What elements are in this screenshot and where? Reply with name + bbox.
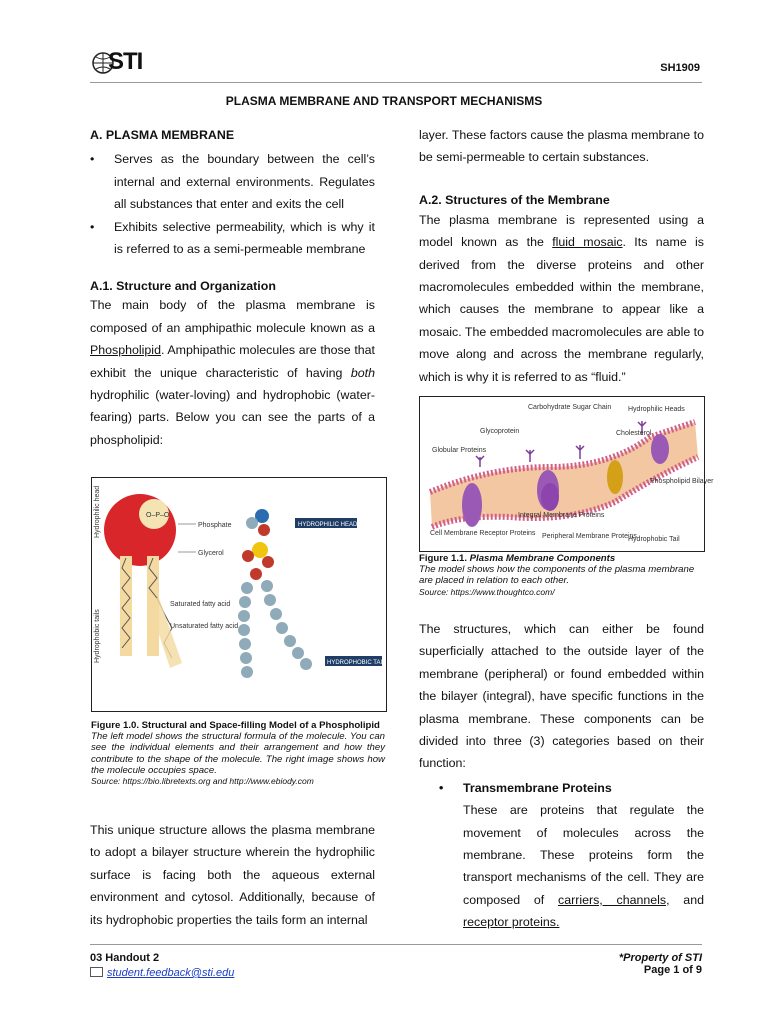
label-saturated: Saturated fatty acid [170,601,231,608]
paragraph-a1: The main body of the plasma membrane is composed of an amphipathic molecule known as a Phospholipid. Amphipathic molecules are those that exhibit the unique characteristic of having both hydrophilic (water-loving) and hydrophobic (water-fearing) parts. Below you can see the parts of a phospholipid: [90,298,375,447]
page-number: Page 1 of 9 [643,964,702,976]
label-hydrophobic-tails: Hydrophobic tails [94,609,101,663]
figure-1-0-source: Source: https://bio.libretexts.org and http://www.ebiody.com [91,776,314,787]
label-hydrophilic-head: Hydrophilic head [94,485,101,538]
membrane-diagram [420,397,714,551]
property-label: *Property of STI [618,952,702,964]
right-column-bottom [419,618,704,934]
bullet-item: • Serves as the boundary between the cell’s internal and external environments. Regulates all substances that enter and exits the cell [90,148,375,215]
label-hydrophobic-tail: Hydrophobic Tail [628,536,680,543]
section-heading-a2: A.2. Structures of the Membrane [419,192,610,207]
space-filling-model [238,509,312,678]
paragraph-structures: The structures, which can either be found superficially attached to the outside layer of the membrane (peripheral) or found embedded within the bilayer (integral), have specific functions in the plasma membrane. These components can be divided into three (3) categories based on their function: [419,622,704,771]
left-bottom-paragraph: This unique structure allows the plasma membrane to adopt a bilayer structure wherein the hydrophilic surface is facing both the aqueous external environment and cytosol. Additionally, because of its hydrophobic properties the tails form an internal [90,823,375,927]
label-globular-proteins: Globular Proteins [432,447,487,454]
footer-email [90,966,234,979]
label-hydrophilic-head-box: HYDROPHILIC HEAD [298,522,358,528]
handout-label: 03 Handout 2 [90,952,160,964]
label-phospholipid-bilayer: Phospholipid Bilayer [650,478,714,485]
left-column [90,124,375,451]
section-heading-a: A. PLASMA MEMBRANE [90,128,235,142]
figure-1-1-caption: Figure 1.1. Plasma Membrane Components The model shows how the components of the plasma membrane are placed in relation to each other. Source: https://www.thoughtco.com/ [419,553,709,598]
figure-1-1-source: Source: https://www.thoughtco.com/ [419,586,555,597]
label-hydrophobic-tail-box: HYDROPHOBIC TAIL [327,660,386,666]
footer-right [619,952,702,976]
label-receptor-proteins: Cell Membrane Receptor Proteins [430,530,536,537]
figure-phospholipid [91,477,387,712]
section-heading-a1: A.1. Structure and Organization [90,279,276,294]
label-cholesterol: Cholesterol [616,430,652,437]
footer-rule [90,944,702,945]
label-glycerol: Glycerol [198,550,224,557]
logo-text: STI [108,48,143,75]
figure-membrane [419,396,714,552]
phospholipid-diagram [92,478,386,711]
paragraph-transmembrane: These are proteins that regulate the movement of molecules across the membrane. These proteins form the transport mechanisms of the cell. They are composed of carriers, channels, and receptor proteins. [463,803,704,930]
label-phosphate: Phosphate [198,522,232,529]
label-unsaturated: Unsaturated fatty acid [170,623,239,630]
label-hydrophilic-heads: Hydrophilic Heads [628,406,685,413]
svg-text:O–P–O: O–P–O [146,512,170,519]
label-integral-proteins: Integral Membrane Proteins [518,512,605,519]
page-title: PLASMA MEMBRANE AND TRANSPORT MECHANISMS [225,94,543,108]
bullet-item: • Exhibits selective permeability, which is why it is referred to as a semi-permeable membrane [90,216,375,261]
sti-logo [92,48,152,78]
right-column-top [419,124,704,388]
paragraph-a2: The plasma membrane is represented using a model known as the fluid mosaic. Its name is derived from the diverse proteins and other macromolecules embedded within the membrane, which causes the membrane to appear like a mosaic. The embedded macromolecules are able to move along and across the membrane regularly, which is why it is referred to as “fluid.” [419,212,704,384]
label-peripheral-proteins: Peripheral Membrane Proteins [542,533,637,540]
email-link[interactable]: student.feedback@sti.edu [107,967,235,979]
figure-1-0-caption: Figure 1.0. Structural and Space-filling Model of a Phospholipid The left model shows the structural formula of the molecule. You can see the individual elements and their arrangement and how they contribute to the shape of the molecule. The right image shows how the molecule occupies space. Source: https://bio.libretexts.org and http://www.ebiody.com [91,720,385,787]
mail-icon [90,967,103,977]
term-fluid-mosaic: fluid mosaic [552,235,623,250]
doc-code: SH1909 [660,62,700,74]
header-rule [90,82,702,83]
label-carb-chain: Carbohydrate Sugar Chain [528,404,612,411]
continued-paragraph: layer. These factors cause the plasma membrane to be semi-permeable to certain substances. [419,128,704,165]
label-glycoprotein: Glycoprotein [480,428,520,435]
bullet-heading-transmembrane: • Transmembrane Proteins [439,780,612,795]
term-phospholipid: Phospholipid [90,343,161,358]
